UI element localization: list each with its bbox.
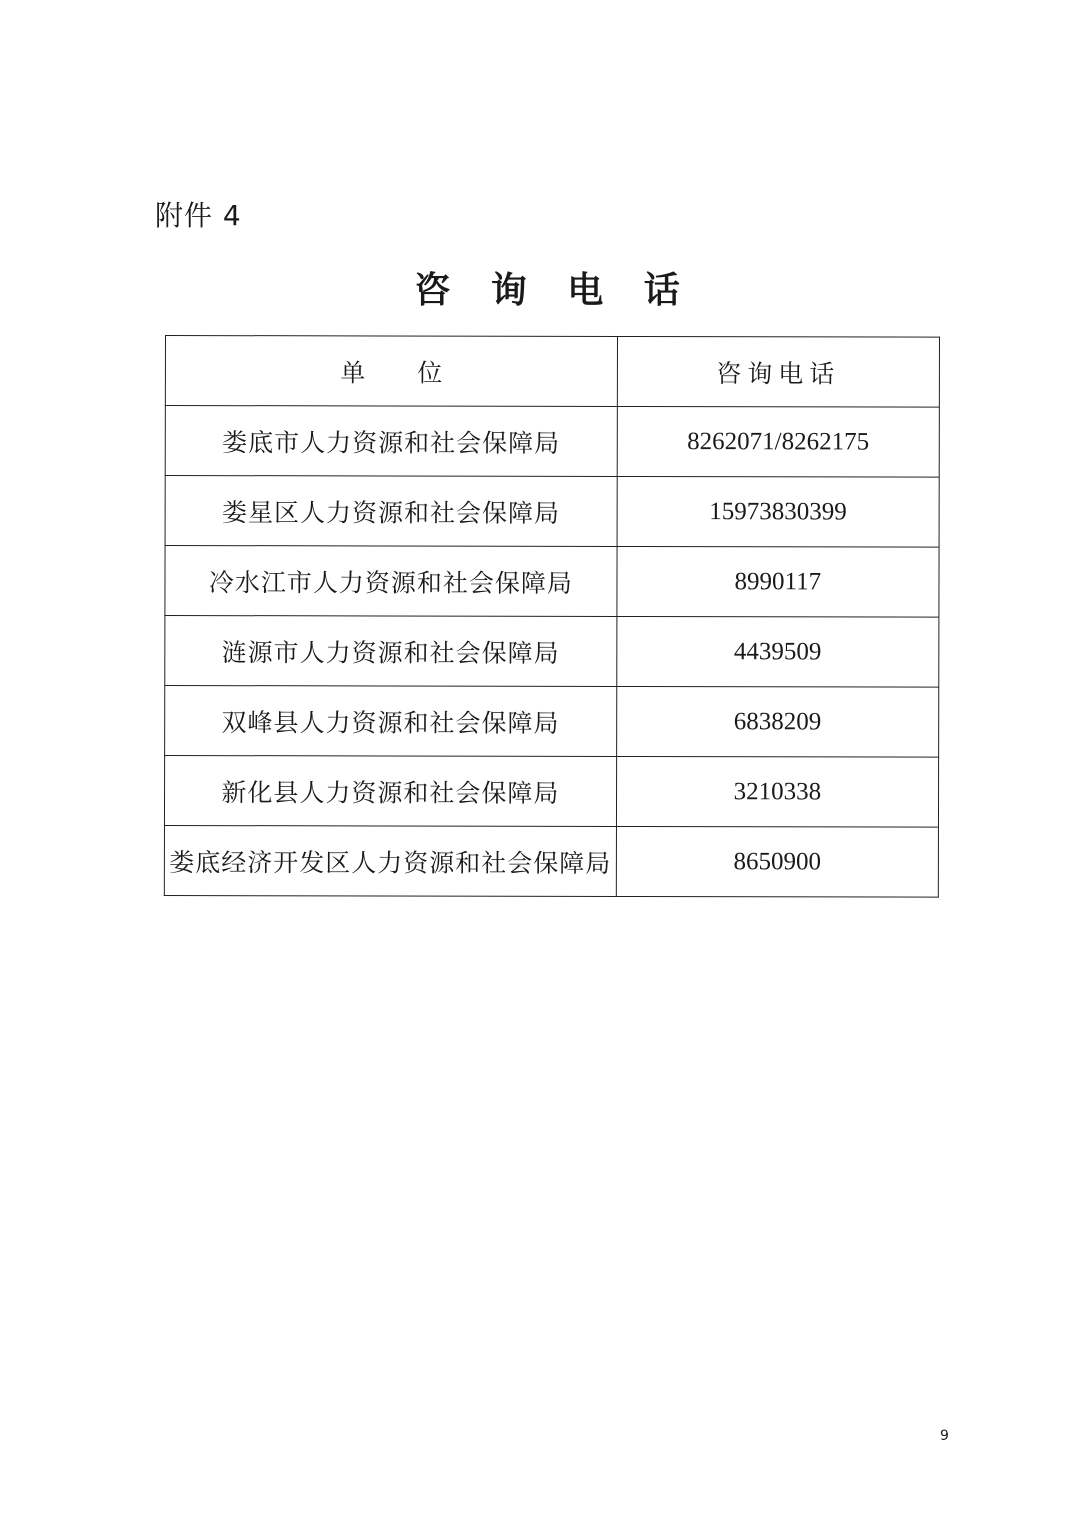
unit-cell: 娄底经济开发区人力资源和社会保障局: [164, 826, 616, 897]
attachment-label: 附件 4: [155, 199, 242, 232]
phone-cell: 3210338: [616, 756, 938, 827]
phone-cell: 8262071/8262175: [617, 406, 939, 477]
phone-cell: 8990117: [617, 546, 939, 617]
page-number: 9: [940, 1428, 949, 1444]
document-title: 咨 询 电 话: [414, 269, 694, 311]
header-phone: [617, 336, 939, 407]
unit-cell: 双峰县人力资源和社会保障局: [165, 686, 617, 757]
phone-cell: 4439509: [616, 616, 938, 687]
contact-phone-table: [164, 335, 940, 898]
table-row: [165, 406, 939, 478]
table-header-row: [165, 336, 939, 408]
table-row: [165, 686, 939, 758]
table-row: [164, 826, 938, 898]
unit-cell: 冷水江市人力资源和社会保障局: [165, 546, 617, 617]
phone-cell: 6838209: [616, 686, 938, 757]
table-row: [165, 616, 939, 688]
unit-cell: 娄底市人力资源和社会保障局: [165, 406, 617, 477]
header-phone-label: 咨询电话: [716, 358, 841, 388]
unit-cell: 新化县人力资源和社会保障局: [164, 756, 616, 827]
table-row: [165, 546, 939, 618]
unit-cell: 涟源市人力资源和社会保障局: [165, 616, 617, 687]
table-row: [164, 756, 938, 828]
table-row: [165, 476, 939, 548]
unit-cell: 娄星区人力资源和社会保障局: [165, 476, 617, 547]
phone-cell: 15973830399: [617, 476, 939, 547]
header-unit: [165, 336, 617, 407]
header-unit-label: 单位: [340, 357, 495, 388]
phone-cell: 8650900: [616, 826, 938, 897]
